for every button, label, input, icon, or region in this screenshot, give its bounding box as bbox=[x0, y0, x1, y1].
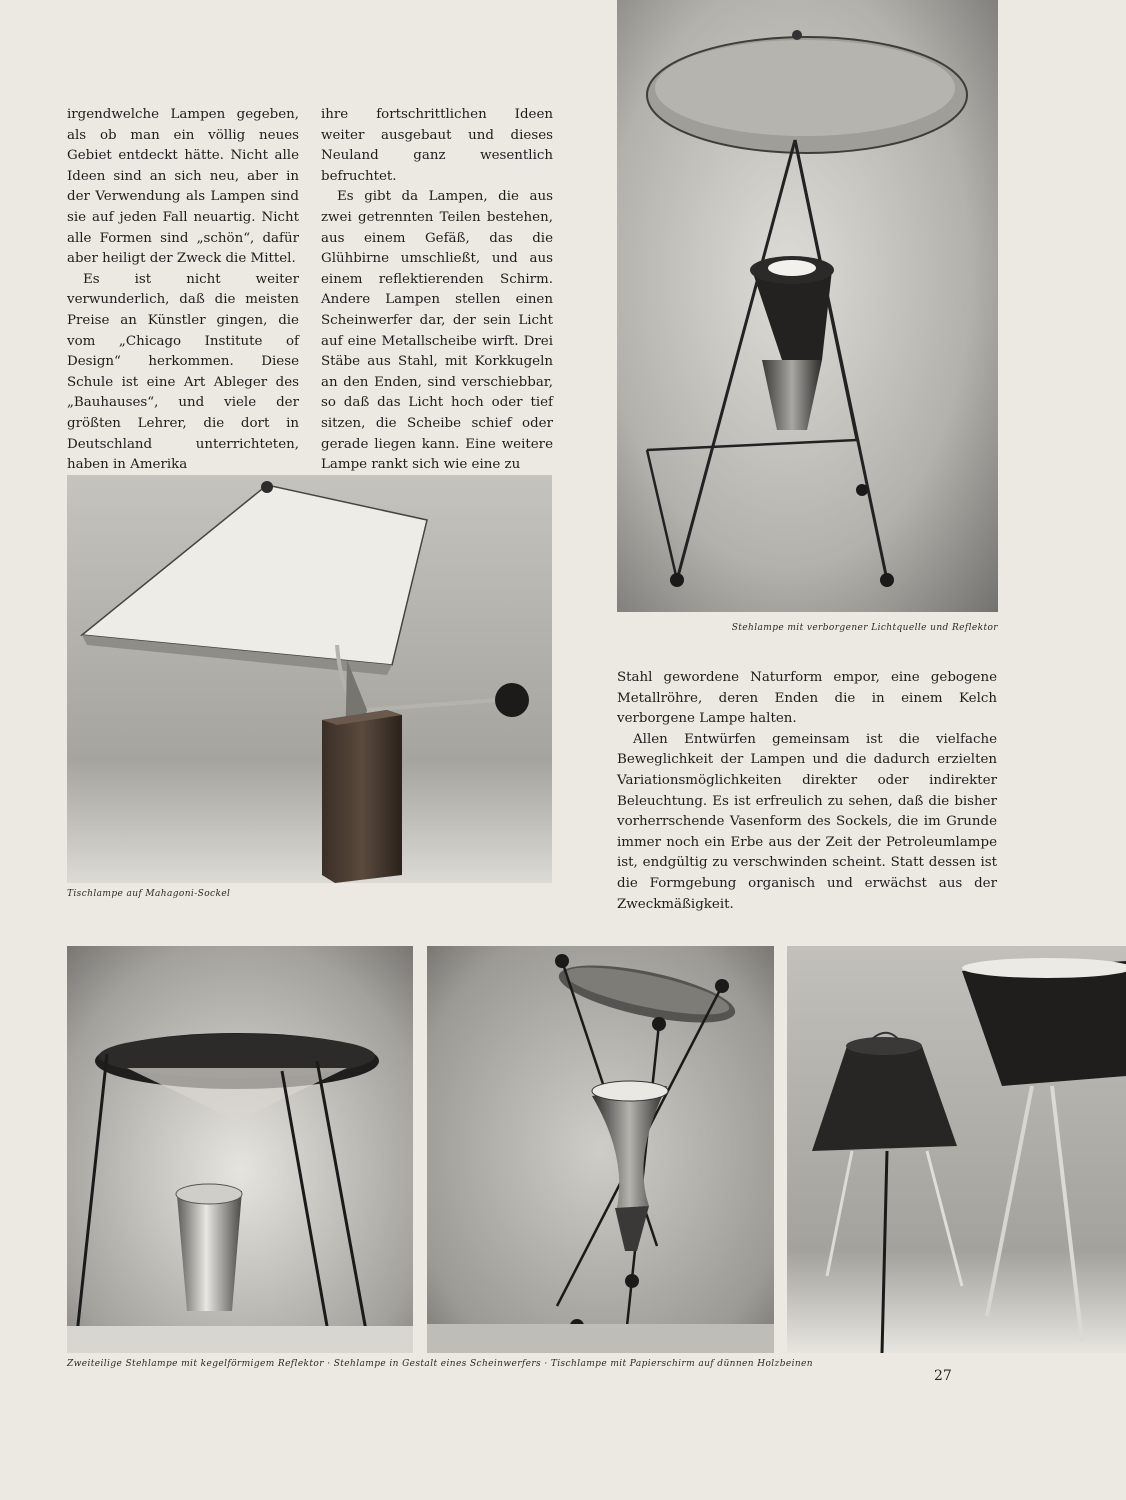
paper-shade-lamp-photo bbox=[787, 946, 1126, 1353]
spotlight-lamp-photo bbox=[427, 946, 774, 1353]
text-column-1 bbox=[67, 105, 299, 476]
paragraph: Allen Entwürfen gemeinsam ist die vielfache Beweglichkeit der Lampen und die dadurch erzielten Variationsmöglichkeiten direkter oder indirekter Beleuchtung. Es ist erfreulich zu sehen, daß die bisher vorherrschende Vasenform des Sockels, die im Grunde immer noch ein Erbe aus der Zeit der Petroleumlampe ist, endgültig zu verschwinden scheint. Statt dessen ist die Formgebung organisch und erwächst aus der Zweckmäßigkeit. bbox=[617, 731, 997, 912]
two-part-lamp-photo bbox=[67, 946, 413, 1353]
paragraph: Es ist nicht weiter verwunderlich, daß die meisten Preise an Künstler gingen, die vom „Chicago Institute of Design“ herkommen. Diese Schule ist eine Art Ableger des „Bauhauses“, und viele der größten Lehrer, die dort in Deutschland unterrichteten, haben in Amerika bbox=[67, 271, 299, 473]
paragraph: Es gibt da Lampen, die aus zwei getrennten Teilen bestehen, aus einem Gefäß, das die Glühbirne umschließt, und aus einem reflektierenden Schirm. Andere Lampen stellen einen Scheinwerfer dar, der sein Licht auf eine Metallscheibe wirft. Drei Stäbe aus Stahl, mit Korkkugeln an den Enden, sind verschiebbar, so daß das Licht hoch oder tief sitzen, die Scheibe schief oder gerade liegen kann. Eine weitere Lampe rankt sich wie eine zu bbox=[321, 189, 553, 473]
paragraph: Stahl gewordene Naturform empor, eine gebogene Metallröhre, deren Enden die in einem Kelch verborgene Lampe halten. bbox=[617, 670, 997, 727]
bottom-row-caption: Zweiteilige Stehlampe mit kegelförmigem Reflektor · Stehlampe in Gestalt eines Scheinwerfers · Tischlampe mit Papierschirm auf dünnen Holzbeinen bbox=[67, 1359, 813, 1369]
floor-lamp-photo bbox=[617, 0, 998, 612]
text-column-3 bbox=[617, 668, 997, 915]
paragraph: ihre fortschrittlichen Ideen weiter ausgebaut und dieses Neuland ganz wesentlich befruchtet. bbox=[321, 107, 553, 184]
paragraph: irgendwelche Lampen gegeben, als ob man ein völlig neues Gebiet entdeckt hätte. Nicht alle Ideen sind an sich neu, aber in der Verwendung als Lampen sind sie auf jeden Fall neuartig. Nicht alle Formen sind „schön“, dafür aber heiligt der Zweck die Mittel. bbox=[67, 107, 299, 267]
page-number: 27 bbox=[934, 1368, 952, 1384]
floor-lamp-caption: Stehlampe mit verborgener Lichtquelle und Reflektor bbox=[731, 623, 998, 633]
table-lamp-photo bbox=[67, 475, 552, 883]
text-column-2 bbox=[321, 105, 553, 476]
table-lamp-caption: Tischlampe auf Mahagoni-Sockel bbox=[67, 889, 231, 899]
